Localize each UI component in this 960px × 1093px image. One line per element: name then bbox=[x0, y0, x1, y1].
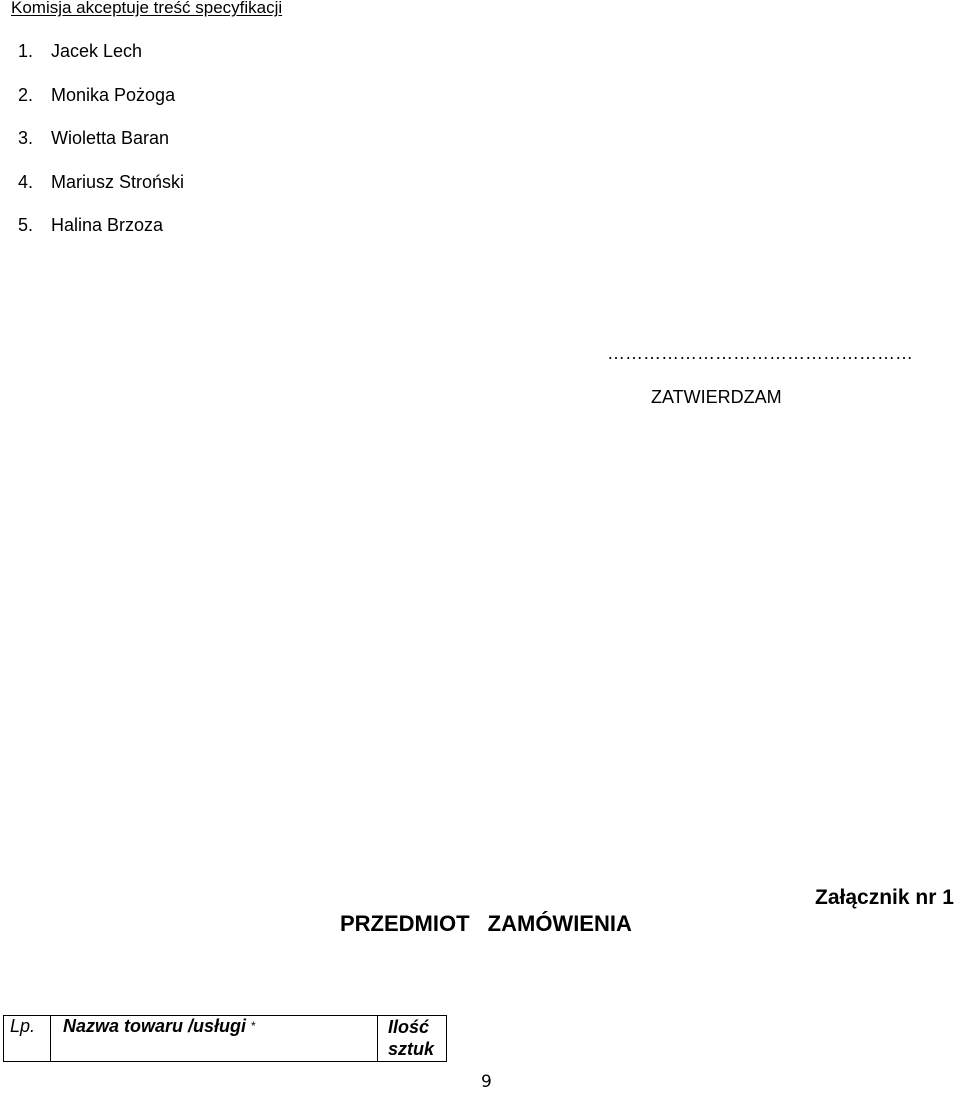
list-item bbox=[18, 214, 184, 258]
list-item bbox=[18, 40, 184, 84]
column-header-quantity bbox=[378, 1016, 447, 1062]
column-header-lp bbox=[4, 1016, 51, 1062]
list-item-number: 4. bbox=[18, 171, 34, 192]
member-name: Wioletta Baran bbox=[51, 128, 170, 148]
table-header-row bbox=[4, 1016, 447, 1062]
page-number: 9 bbox=[481, 1072, 492, 1092]
signature-line: …………………………………………… bbox=[607, 343, 913, 363]
items-table bbox=[3, 1015, 447, 1062]
footnote-marker: * bbox=[251, 1019, 256, 1033]
attachment-label: Załącznik nr 1 bbox=[815, 886, 954, 909]
column-header-quantity-line2: sztuk bbox=[388, 1039, 435, 1059]
list-item bbox=[18, 84, 184, 128]
list-item-number: 5. bbox=[18, 215, 34, 235]
member-name: Halina Brzoza bbox=[51, 215, 164, 235]
member-name: Monika Pożoga bbox=[51, 84, 176, 105]
list-item-number: 1. bbox=[18, 41, 34, 61]
list-item bbox=[18, 127, 184, 171]
member-name: Jacek Lech bbox=[51, 41, 143, 61]
column-header-name bbox=[51, 1016, 378, 1062]
subject-title: PRZEDMIOT ZAMÓWIENIA bbox=[340, 911, 632, 936]
list-item-number: 3. bbox=[18, 128, 34, 148]
column-header-quantity-line1: Ilość bbox=[388, 1017, 430, 1037]
list-item bbox=[18, 171, 184, 215]
column-header-lp-label: Lp. bbox=[10, 1016, 36, 1036]
member-name: Mariusz Stroński bbox=[51, 171, 185, 192]
approval-label: ZATWIERDZAM bbox=[651, 387, 782, 407]
commission-heading: Komisja akceptuje treść specyfikacji bbox=[11, 0, 283, 17]
commission-members-list bbox=[18, 40, 184, 258]
list-item-number: 2. bbox=[18, 84, 34, 105]
column-header-name-label: Nazwa towaru /usługi bbox=[63, 1016, 247, 1036]
